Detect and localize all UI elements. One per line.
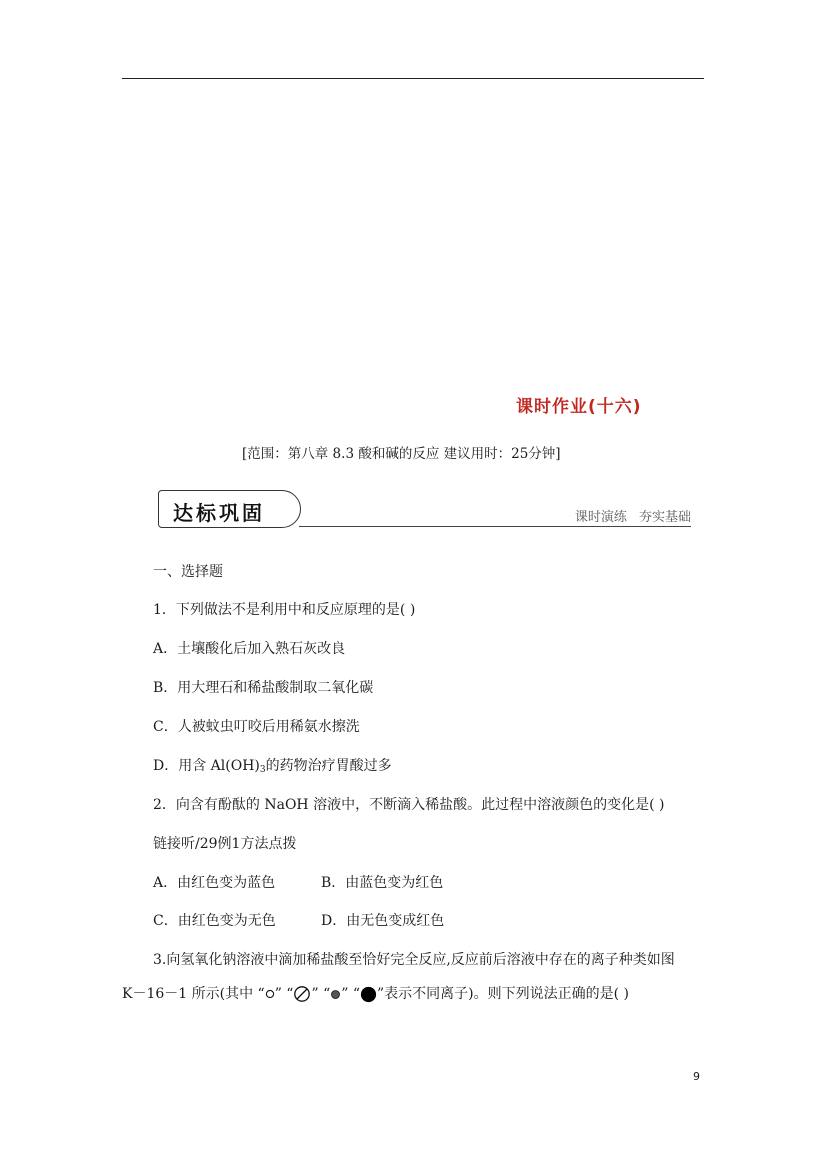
question-3-line-2-prefix: K－16－1 所示(其中 “ xyxy=(122,986,265,1002)
page-title: 课时作业(十六) xyxy=(516,397,642,417)
question-2-options-row-1 xyxy=(153,872,553,892)
section-heading: 一、选择题 xyxy=(153,564,223,580)
question-2-stem: 2．向含有酚酞的 NaOH 溶液中，不断滴入稀盐酸。此过程中溶液颜色的变化是( ) xyxy=(153,797,665,813)
question-1-option-b: B．用大理石和稀盐酸制取二氧化碳 xyxy=(153,680,374,696)
quote-separator: ” “ xyxy=(341,986,360,1002)
question-3-line-1: 3.向氢氧化钠溶液中滴加稀盐酸至恰好完全反应,反应前后溶液中存在的离子种类如图 xyxy=(153,952,675,968)
question-2-option-d: D．由无色变成红色 xyxy=(321,913,445,929)
banner-subtitle: 课时演练 夯实基础 xyxy=(574,510,691,525)
page-number: 9 xyxy=(693,1070,700,1083)
scope-line: [范围：第八章 8.3 酸和碱的反应 建议用时：25分钟] xyxy=(242,446,561,462)
quote-separator: ” “ xyxy=(274,986,294,1002)
banner-box xyxy=(158,490,301,528)
small-filled-circle-icon xyxy=(330,989,341,1000)
question-2-option-b: B．由蓝色变为红色 xyxy=(321,875,444,891)
question-1-option-c: C．人被蚊虫叮咬后用稀氨水擦洗 xyxy=(153,719,360,735)
option-d-suffix: 的药物治疗胃酸过多 xyxy=(265,758,392,774)
hatched-circle-icon xyxy=(293,985,311,1003)
question-1-option-a: A．土壤酸化后加入熟石灰改良 xyxy=(153,641,346,657)
section-banner xyxy=(158,490,691,530)
question-2-options-row-2 xyxy=(153,910,553,930)
header-rule xyxy=(122,78,704,79)
question-2-link: 链接听/29例1方法点拨 xyxy=(153,836,297,852)
large-filled-circle-icon xyxy=(360,986,377,1003)
question-1-option-d xyxy=(153,755,392,775)
quote-separator: ” “ xyxy=(311,986,331,1002)
question-3-line-2-suffix: ”表示不同离子)。则下列说法正确的是( ) xyxy=(377,986,629,1002)
banner-underline xyxy=(299,526,691,527)
small-open-circle-icon xyxy=(265,989,275,999)
question-1-stem: 1．下列做法不是利用中和反应原理的是( ) xyxy=(153,602,416,618)
option-d-prefix: D．用含 Al(OH) xyxy=(153,758,260,774)
banner-title: 达标巩固 xyxy=(173,501,265,525)
question-3-line-2 xyxy=(122,983,629,1003)
option-d-subscript: 3 xyxy=(259,765,266,775)
question-2-option-a: A．由红色变为蓝色 xyxy=(153,875,276,891)
question-2-option-c: C．由红色变为无色 xyxy=(153,913,276,929)
